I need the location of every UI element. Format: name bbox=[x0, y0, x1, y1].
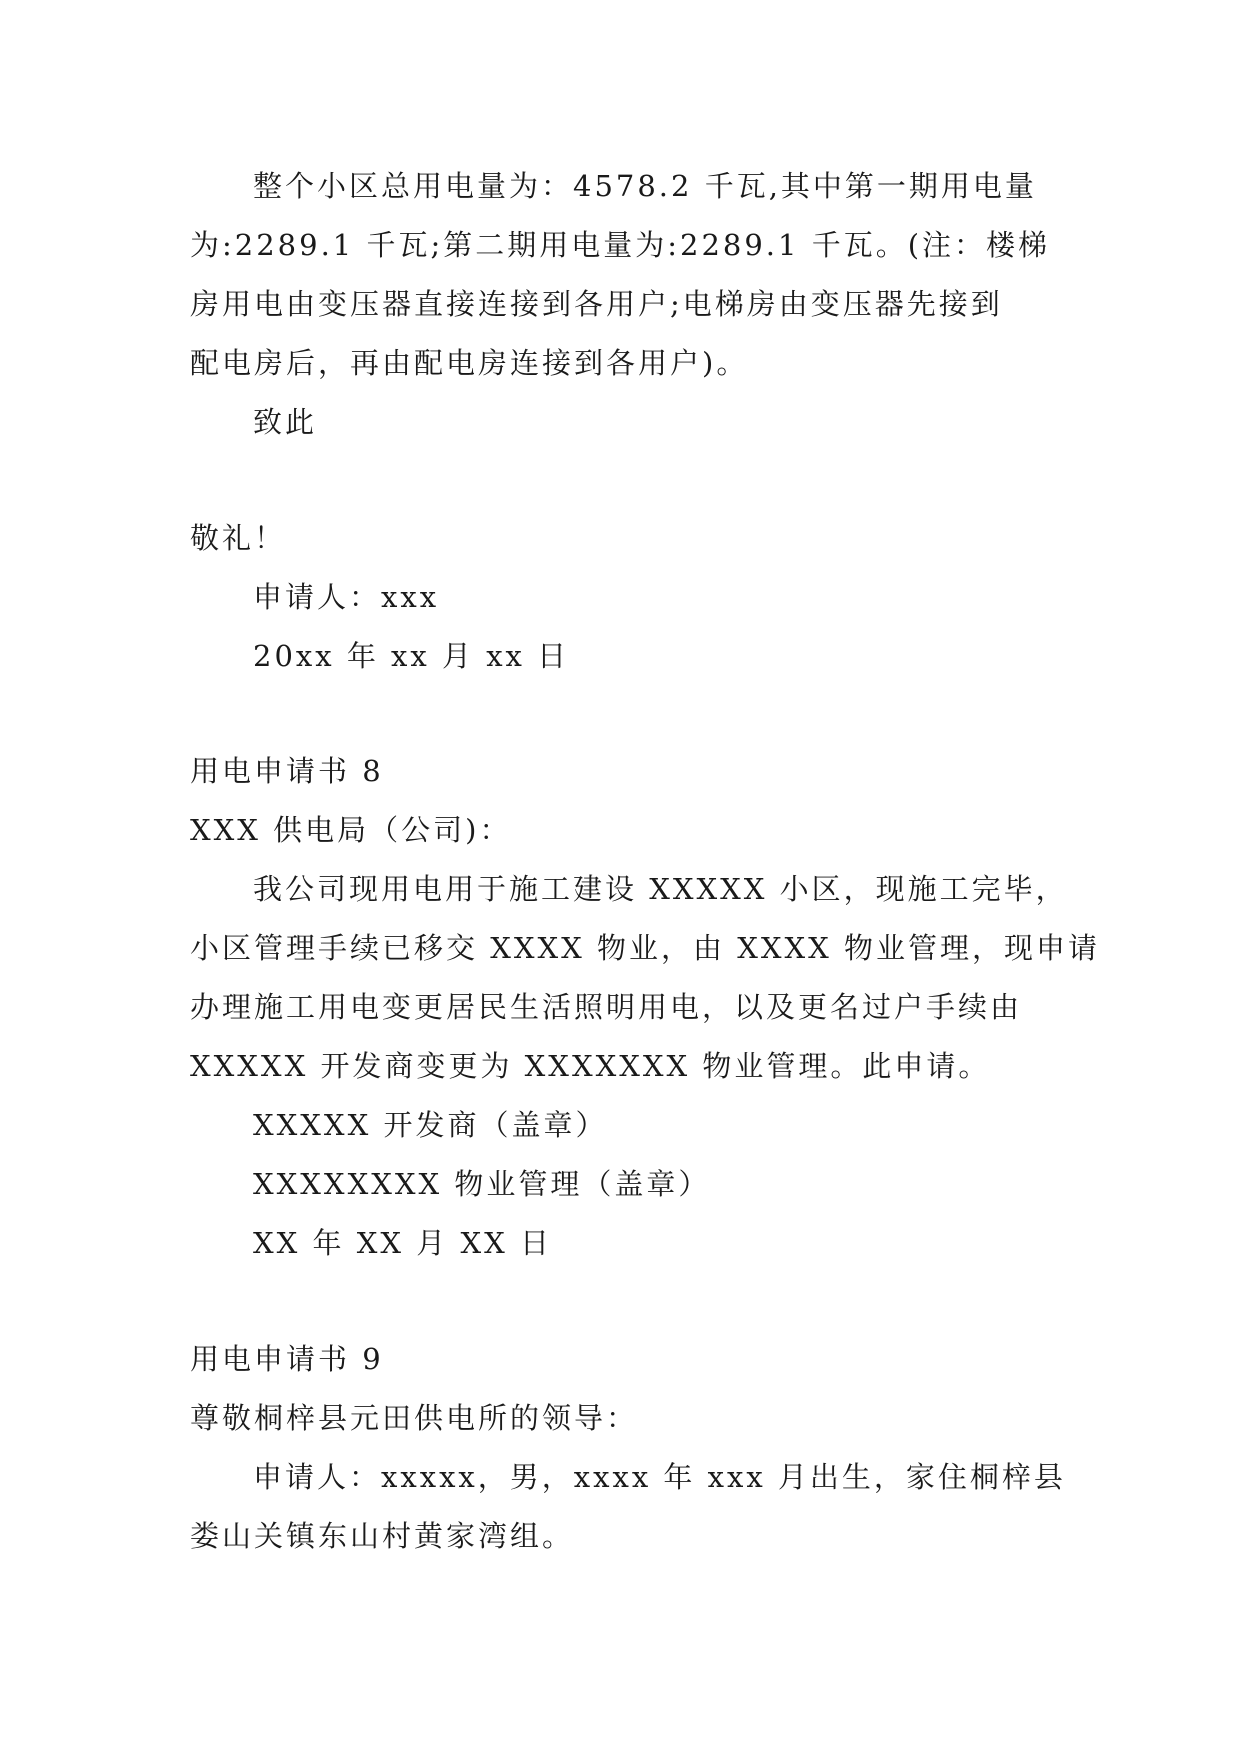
date-line: XX 年 XX 月 XX 日 bbox=[253, 1226, 552, 1260]
paragraph-line: 房用电由变压器直接连接到各用户;电梯房由变压器先接到 bbox=[190, 287, 1003, 321]
paragraph-line: 小区管理手续已移交 XXXX 物业，由 XXXX 物业管理，现申请 bbox=[190, 931, 1101, 965]
salute-text: 敬礼！ bbox=[190, 521, 287, 555]
signer-line: XXXXX 开发商（盖章） bbox=[253, 1108, 608, 1142]
section-title: 用电申请书 9 bbox=[190, 1342, 384, 1376]
applicant-line: 申请人：xxx bbox=[253, 580, 440, 614]
signer-line: XXXXXXXX 物业管理（盖章） bbox=[253, 1167, 711, 1201]
paragraph-line: 娄山关镇东山村黄家湾组。 bbox=[190, 1519, 575, 1553]
paragraph-line: 整个小区总用电量为：4578.2 千瓦,其中第一期用电量 bbox=[253, 169, 1037, 203]
paragraph-line: 申请人：xxxxx，男，xxxx 年 xxx 月出生，家住桐梓县 bbox=[253, 1460, 1066, 1494]
date-line: 20xx 年 xx 月 xx 日 bbox=[253, 639, 570, 673]
section-title: 用电申请书 8 bbox=[190, 754, 384, 788]
paragraph-line: 配电房后，再由配电房连接到各用户)。 bbox=[190, 346, 749, 380]
paragraph-line: 我公司现用电用于施工建设 XXXXX 小区，现施工完毕， bbox=[253, 872, 1068, 906]
paragraph-line: XXXXX 开发商变更为 XXXXXXX 物业管理。此申请。 bbox=[190, 1049, 991, 1083]
paragraph-line: 办理施工用电变更居民生活照明用电，以及更名过户手续由 bbox=[190, 990, 1023, 1024]
addressee-line: 尊敬桐梓县元田供电所的领导： bbox=[190, 1401, 639, 1435]
paragraph-line: 为:2289.1 千瓦;第二期用电量为:2289.1 千瓦。(注：楼梯 bbox=[190, 228, 1051, 262]
closing-text: 致此 bbox=[253, 405, 318, 439]
addressee-line: XXX 供电局（公司)： bbox=[190, 813, 512, 847]
